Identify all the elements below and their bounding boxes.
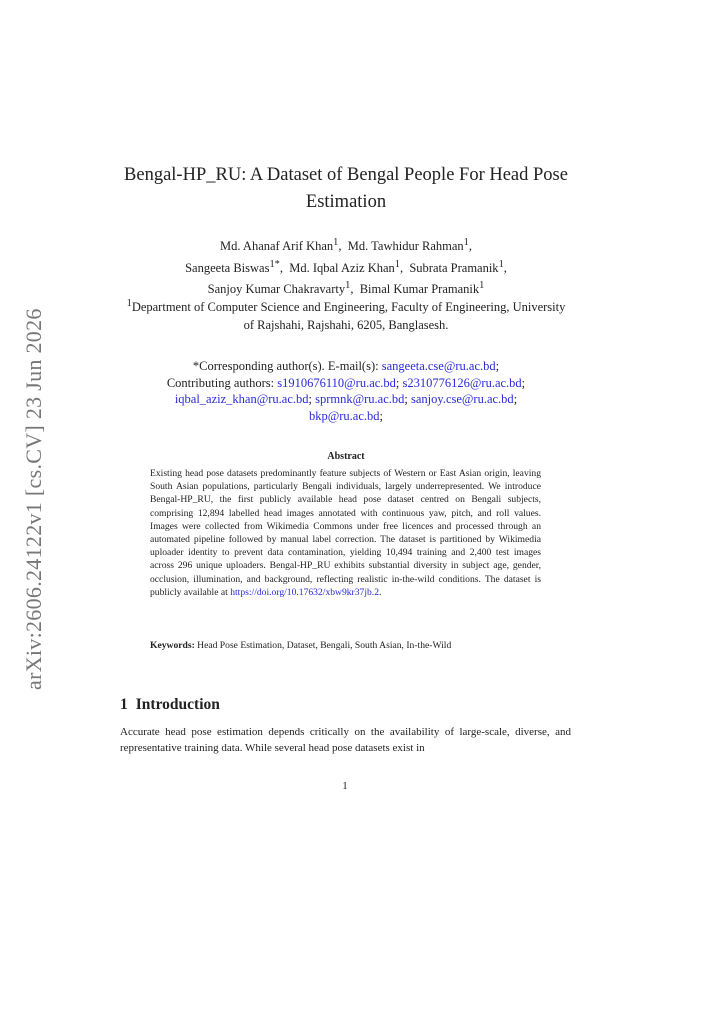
abstract-heading: Abstract <box>327 451 365 462</box>
author-affiliation-mark: 1* <box>269 258 280 270</box>
abstract-end: . <box>379 586 382 598</box>
author-name: Bimal Kumar Pramanik <box>359 282 480 297</box>
section-heading <box>120 696 228 714</box>
section-number: 1 <box>120 696 128 713</box>
author-list: Md. Ahanaf Arif Khan$^1$, Md. Tawhidur Rahman$^1$, Sangeeta Biswas$^{1*}$, Md. Iqbal Aziz Khan$^1$, Subrata Pramanik$^1$, Sanjoy Kumar Chakravarty$^1$, Bimal Kumar Pramanik$^1$ <box>185 237 507 297</box>
abstract-text: Existing head pose datasets predominantly feature subjects of Western or East Asian origin, leaving South Asian populations, particularly Bengali individuals, largely underrepresented. We introduce Bengal-HP_RU, the first publicly available head pose dataset centred on Bengali subjects, comprising 12,894 labelled head images annotated with continuous yaw, pitch, and roll values. Images were collected from Wikimedia Commons under free licences and processed through an automated pipeline followed by manual label correction. The dataset is partitioned by Wikimedia uploader identity to prevent data contamination, yielding 10,494 training and 2,400 test images across 296 unique uploaders. Bengal-HP_RU exhibits substantial diversity in subject age, gender, occlusion, illumination, and background, reflecting realistic in-the-wild conditions. The dataset is publicly available at <box>150 468 541 598</box>
author-affiliation-mark: 1 <box>345 280 351 292</box>
page-number: 1 <box>342 780 348 792</box>
affiliation-text: Department of Computer Science and Engineering, Faculty of Engineering, University of Rajshahi, Rajshahi, 6205, Banglasesh. <box>131 300 566 333</box>
author-affiliation-mark: 1 <box>333 237 339 248</box>
contributor-email-link[interactable]: bkp@ru.ac.bd <box>308 408 380 423</box>
author-name: Md. Ahanaf Arif Khan <box>220 239 334 254</box>
author-affiliation-mark: 1 <box>479 280 485 292</box>
contributor-email-link[interactable]: iqbal_aziz_khan@ru.ac.bd <box>174 392 309 406</box>
keywords-label: Keywords: <box>150 640 195 651</box>
author-affiliation-mark: 1 <box>394 258 400 270</box>
contributor-email-link[interactable]: s2310776126@ru.ac.bd <box>402 375 522 390</box>
author-affiliation-mark: 1 <box>498 258 504 270</box>
author-name: Md. Iqbal Aziz Khan <box>289 260 395 275</box>
author-name: Sanjoy Kumar Chakravarty <box>207 282 346 297</box>
contributing-label: Contributing authors: <box>166 375 275 390</box>
dataset-doi-link[interactable]: https://doi.org/10.17632/xbw9kr37jb.2 <box>230 586 379 598</box>
abstract-body <box>150 467 541 599</box>
author-affiliation-mark: 1 <box>463 237 469 248</box>
arxiv-identifier: arXiv:2606.24122v1 [cs.CV] 23 Jun 2026 <box>21 308 46 690</box>
author-name: Subrata Pramanik <box>409 260 499 275</box>
affiliation <box>120 295 572 334</box>
introduction-paragraph: Accurate head pose estimation depends critically on the availability of large-scale, diverse, and representative training data. While several head pose datasets exist in <box>120 726 571 754</box>
section-title: Introduction <box>135 696 220 713</box>
contributor-email-link[interactable]: sanjoy.cse@ru.ac.bd <box>411 392 514 406</box>
contributor-email-link[interactable]: s1910676110@ru.ac.bd <box>277 375 396 390</box>
author-name: Sangeeta Biswas <box>185 260 270 275</box>
keywords <box>150 639 541 652</box>
affiliation-mark: 1 <box>126 298 132 309</box>
paper-title: Bengal-HP_RU: A Dataset of Bengal People For Head Pose Estimation <box>124 165 568 212</box>
correspondence-block: *Corresponding author(s). E-mail(s): sangeeta.cse@ru.ac.bd; Contributing authors: s1910676110@ru.ac.bd; s2310776126@ru.ac.bd; iqbal_aziz_khan@ru.ac.bd; sprmnk@ru.ac.bd; sanjoy.cse@ru.ac.bd; bkp@ru.ac.bd; <box>166 359 526 423</box>
corresponding-label: *Corresponding author(s). E-mail(s): <box>192 359 379 373</box>
author-name: Md. Tawhidur Rahman <box>347 239 464 254</box>
contributor-email-link[interactable]: sprmnk@ru.ac.bd <box>315 392 405 406</box>
keywords-text: Head Pose Estimation, Dataset, Bengali, South Asian, In-the-Wild <box>197 640 452 651</box>
corresponding-email-link[interactable]: sangeeta.cse@ru.ac.bd <box>381 359 496 373</box>
